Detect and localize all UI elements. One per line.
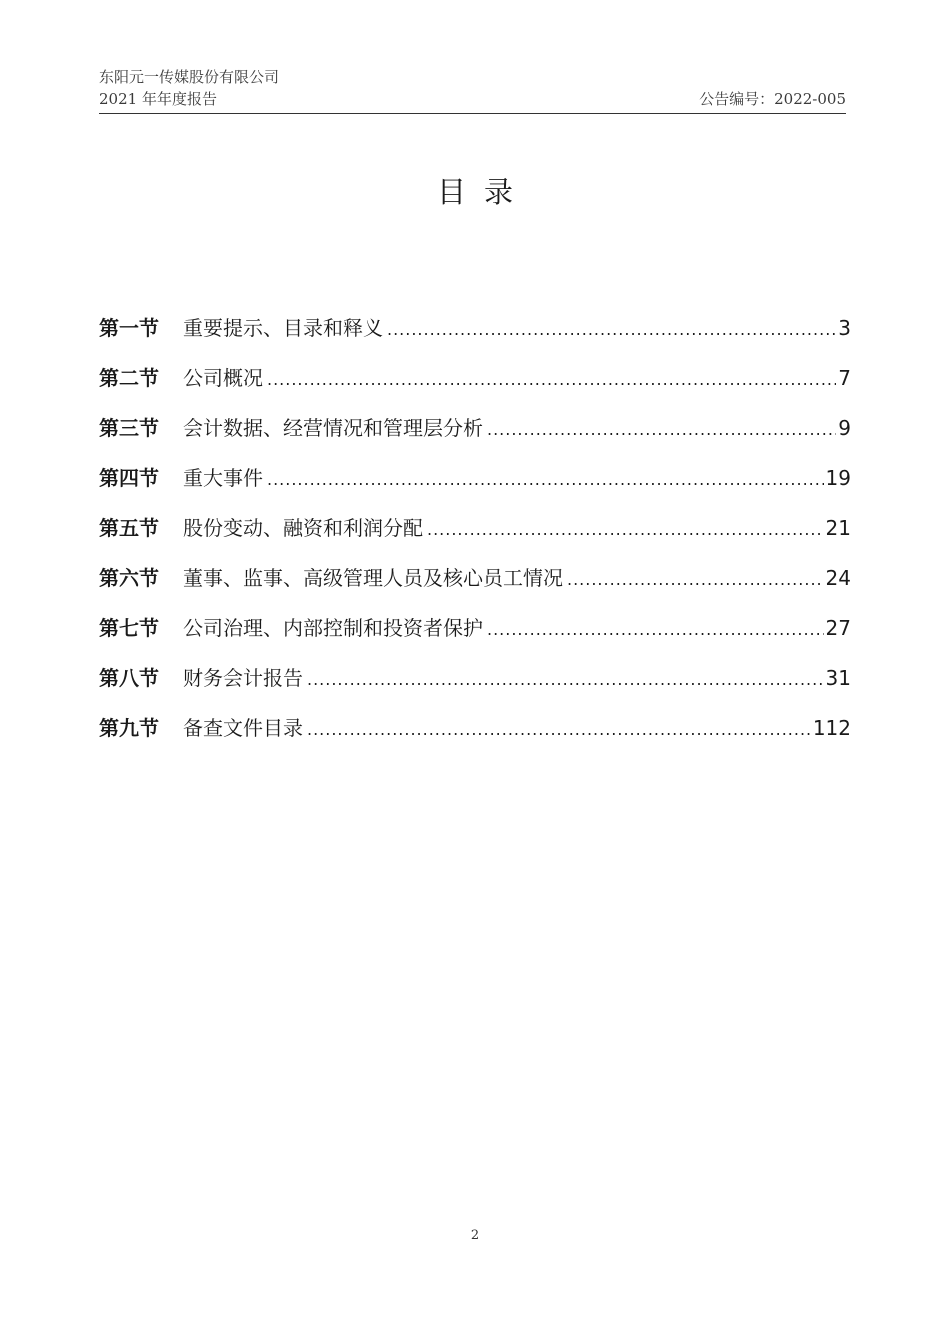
toc-page-number: 24 bbox=[825, 566, 851, 590]
report-name: 2021 年年度报告 bbox=[99, 90, 217, 108]
toc-section-label: 第二节 bbox=[99, 366, 159, 390]
toc-page-number: 9 bbox=[838, 416, 851, 440]
toc-dot-leader bbox=[487, 420, 836, 439]
toc-section-label: 第四节 bbox=[99, 466, 159, 490]
toc-entry-2[interactable] bbox=[99, 362, 851, 412]
page-title: 目录 bbox=[436, 175, 531, 209]
toc-section-label: 第六节 bbox=[99, 566, 159, 590]
toc-section-label: 第八节 bbox=[99, 666, 159, 690]
toc-title: 股份变动、融资和利润分配 bbox=[183, 516, 423, 540]
toc-title: 董事、监事、高级管理人员及核心员工情况 bbox=[183, 566, 563, 590]
announcement-number: 公告编号：2022-005 bbox=[699, 90, 846, 108]
toc-entry-8[interactable] bbox=[99, 662, 851, 712]
toc-entry-7[interactable] bbox=[99, 612, 851, 662]
toc-title: 重大事件 bbox=[183, 466, 263, 490]
toc-dot-leader bbox=[567, 570, 824, 589]
toc-title: 备查文件目录 bbox=[183, 716, 303, 740]
toc-page-number: 7 bbox=[838, 366, 851, 390]
header-row bbox=[99, 88, 846, 110]
toc-entry-3[interactable] bbox=[99, 412, 851, 462]
toc-title: 重要提示、目录和释义 bbox=[183, 316, 383, 340]
page-number: 2 bbox=[470, 1228, 480, 1243]
toc-entry-6[interactable] bbox=[99, 562, 851, 612]
toc-dot-leader bbox=[387, 320, 836, 339]
toc-section-label: 第五节 bbox=[99, 516, 159, 540]
toc-entry-9[interactable] bbox=[99, 712, 851, 762]
toc-page-number: 3 bbox=[838, 316, 851, 340]
toc-title: 公司概况 bbox=[183, 366, 263, 390]
toc-dot-leader bbox=[427, 520, 824, 539]
toc-page-number: 112 bbox=[812, 716, 851, 740]
company-name: 东阳元一传媒股份有限公司 bbox=[99, 68, 280, 86]
toc-section-label: 第一节 bbox=[99, 316, 159, 340]
toc-entry-5[interactable] bbox=[99, 512, 851, 562]
toc-entry-4[interactable] bbox=[99, 462, 851, 512]
toc-title: 财务会计报告 bbox=[183, 666, 303, 690]
page-header bbox=[99, 66, 846, 114]
toc-dot-leader bbox=[487, 620, 824, 639]
toc-page-number: 27 bbox=[825, 616, 851, 640]
toc-dot-leader bbox=[267, 370, 836, 389]
toc-dot-leader bbox=[307, 670, 824, 689]
toc-entry-1[interactable] bbox=[99, 312, 851, 362]
table-of-contents bbox=[99, 312, 851, 762]
toc-section-label: 第七节 bbox=[99, 616, 159, 640]
toc-title: 会计数据、经营情况和管理层分析 bbox=[183, 416, 483, 440]
toc-page-number: 19 bbox=[825, 466, 851, 490]
toc-dot-leader bbox=[267, 470, 824, 489]
toc-page-number: 21 bbox=[825, 516, 851, 540]
toc-section-label: 第三节 bbox=[99, 416, 159, 440]
toc-title: 公司治理、内部控制和投资者保护 bbox=[183, 616, 483, 640]
toc-section-label: 第九节 bbox=[99, 716, 159, 740]
toc-page-number: 31 bbox=[825, 666, 851, 690]
toc-dot-leader bbox=[307, 720, 811, 739]
